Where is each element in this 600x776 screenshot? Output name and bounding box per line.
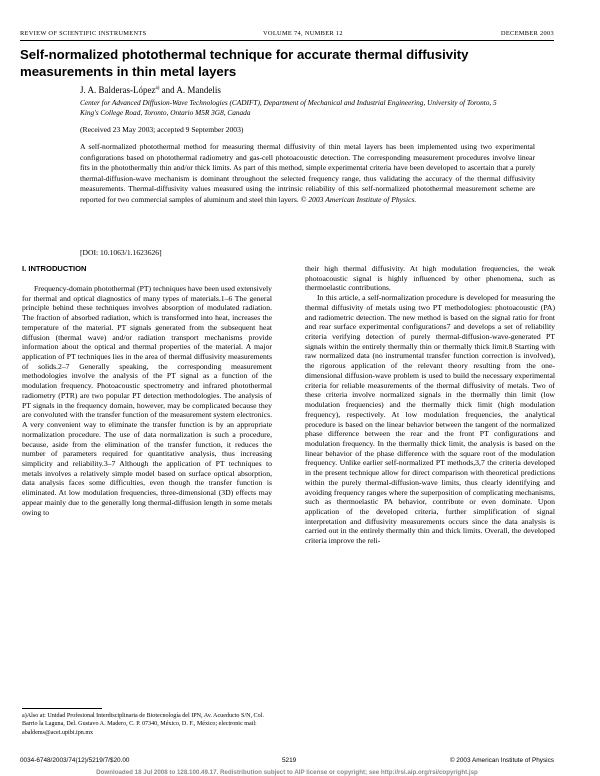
author-2: and A. Mandelis (159, 85, 221, 95)
issue-date: DECEMBER 2003 (500, 30, 554, 37)
journal-name: REVIEW OF SCIENTIFIC INSTRUMENTS (20, 30, 147, 37)
intro-paragraph-2: In this article, a self-normalization procedure is developed for measuring the thermal diffusivity of metals using two PT methodologies: photoacoustic (PA) and radiometric detection. The new method is based on the signal ratio for front and rear surface experimental configurations7 and develops a set of reliability criteria verifying detection of purely thermal-diffusion-wave-generated PT signals within the entirely thermally thin or thermally thick limit.8 Starting with raw normalized data (no instrumental transfer function correction is involved), the rigorous application of the relevant theory resulting from the one-dimensional diffusion-wave problem is used to build the necessary experimental criteria for reliable measurements of the thermal diffusivity of metals. Two of these criteria involve normalized signals in the thermally thin limit (low modulation frequencies) and the thermally thick limit (high modulation frequency), respectively. At low modulation frequencies, the analytical procedure is based on the linear behavior between the tangent of the normalized phase difference between the rear and the front PT configurations and modulation frequency. In the thermally thick limit, the analysis is based on the linear behavior of the phase difference with the square root of the modulation frequency. Unlike earlier self-normalized PT methods,3,7 the criteria developed in the present technique allow for direct comparison with theoretical predictions within the purely thermal-diffusion-wave limits, thus clearly identifying and avoiding frequency ranges where the superposition of complicating mechanisms, such as thermoelastic PA behavior, contribute or even dominate. Upon application of the developed criteria, further simplification of signal interpretation and diffusivity measurements occurs since the data analysis is carried out in the entirely thermally thin and thick limits. Overall, the developed criteria improve the reli- (305, 293, 555, 546)
header-rule (20, 40, 554, 41)
article-code: 0034-6748/2003/74(12)/5219/7/$20.00 (20, 757, 130, 764)
doi: [DOI: 10.1063/1.1623626] (80, 248, 162, 257)
footnote-rule (22, 708, 102, 709)
affiliation: Center for Advanced Diffusion-Wave Technologies (CADIFT), Department of Mechanical and Industrial Engineering, University of Toronto, 5 King's College Road, Toronto, Ontario M5R 3G8, Canada (80, 98, 497, 117)
author-footnote-mark: a) (155, 86, 160, 91)
received-dates: (Received 23 May 2003; accepted 9 September 2003) (80, 125, 244, 134)
download-notice: Downloaded 18 Jul 2008 to 128.100.49.17. Redistribution subject to AIP license or copyright; see http://rsi.aip.org/rsi/copyright.jsp (96, 769, 478, 776)
abstract-copyright: © 2003 American Institute of Physics. (300, 194, 417, 204)
author-footnote: a)Also at: Unidad Profesional Interdisciplinaria de Biotecnología del IPN, Av. Acueducto S/N, Col. Barrio la Laguna, Del. Gustavo A. Madero, C. P. 07340, México, D. F., México; electronic mail: abaldems@acei.upibi.ipn.mx (22, 713, 264, 736)
abstract (80, 142, 535, 206)
footer-copyright: © 2003 American Institute of Physics (449, 757, 554, 764)
abstract-text: A self-normalized photothermal method for measuring thermal diffusivity of thin metal layers has been implemented using two experimental configurations based on photothermal radiometry and gas-cell photoacoustic detection. The corresponding measurement procedures involve linear fits in the photothermally thin and/or thick limits. As part of this method, simple experimental criteria have been developed to ascertain that a purely thermal-diffusion-wave mechanism is dominant throughout the selected frequency range, thus validating the accuracy of the thermal diffusivity measurements. Thermal-diffusivity values measured using the intrinsic reliability of this self-normalized photothermal measurement scheme are reported for two commercial samples of aluminum and steel thin layers. (80, 142, 535, 204)
section-title: I. INTRODUCTION (22, 264, 87, 273)
page-number: 5219 (282, 757, 297, 764)
volume-number: VOLUME 74, NUMBER 12 (263, 30, 343, 37)
right-column (305, 264, 555, 546)
left-column (22, 284, 272, 517)
intro-paragraph-continued: their high thermal diffusivity. At high modulation frequencies, the weak photoacoustic signal is highly influenced by other phenomena, such as thermoelastic contributions. (305, 264, 555, 293)
intro-paragraph-1: Frequency-domain photothermal (PT) techniques have been used extensively for thermal and optical diagnostics of many types of materials.1–6 The general principle behind these techniques involves absorption of modulated radiation. The fraction of absorbed radiation, which is transformed into heat, increases the temperature of the material. PT signals generated from the subsequent heat diffusion (thermal wave) and/or radiation transport mechanisms provide information about the optical and thermal properties of the material. A major application of PT techniques lies in the area of thermal diffusivity measurements of solids.2–7 Generally speaking, the corresponding measurement methodologies involve the analysis of the PT signal as a function of the modulation frequency. Photoacoustic spectrometry and infrared photothermal radiometry (PTR) are two popular PT detection methodologies. The analysis of PT signals in the frequency domain, however, may be complicated because they are convoluted with the transfer function of the measurement system electronics. A very convenient way to eliminate the transfer function is by an appropriate normalization procedure. The use of data normalization is such a procedure, because, aside from the elimination of the transfer function, it reduces the number of parameters required for quantitative analysis, thus increasing simplicity and reliability.3–7 Although the application of PT techniques to metals involves a relatively simple model based on surface optical absorption, data analysis faces some difficulties, even though the transfer function is eliminated. At low modulation frequencies, three-dimensional (3D) effects may appear mainly due to the generally long thermal-diffusion length in some metals owing to (22, 284, 272, 517)
article-title: Self-normalized photothermal technique for accurate thermal diffusivity measurements in thin metal layers (20, 47, 469, 79)
author-list (80, 85, 221, 95)
author-1: J. A. Balderas-López (80, 85, 156, 95)
